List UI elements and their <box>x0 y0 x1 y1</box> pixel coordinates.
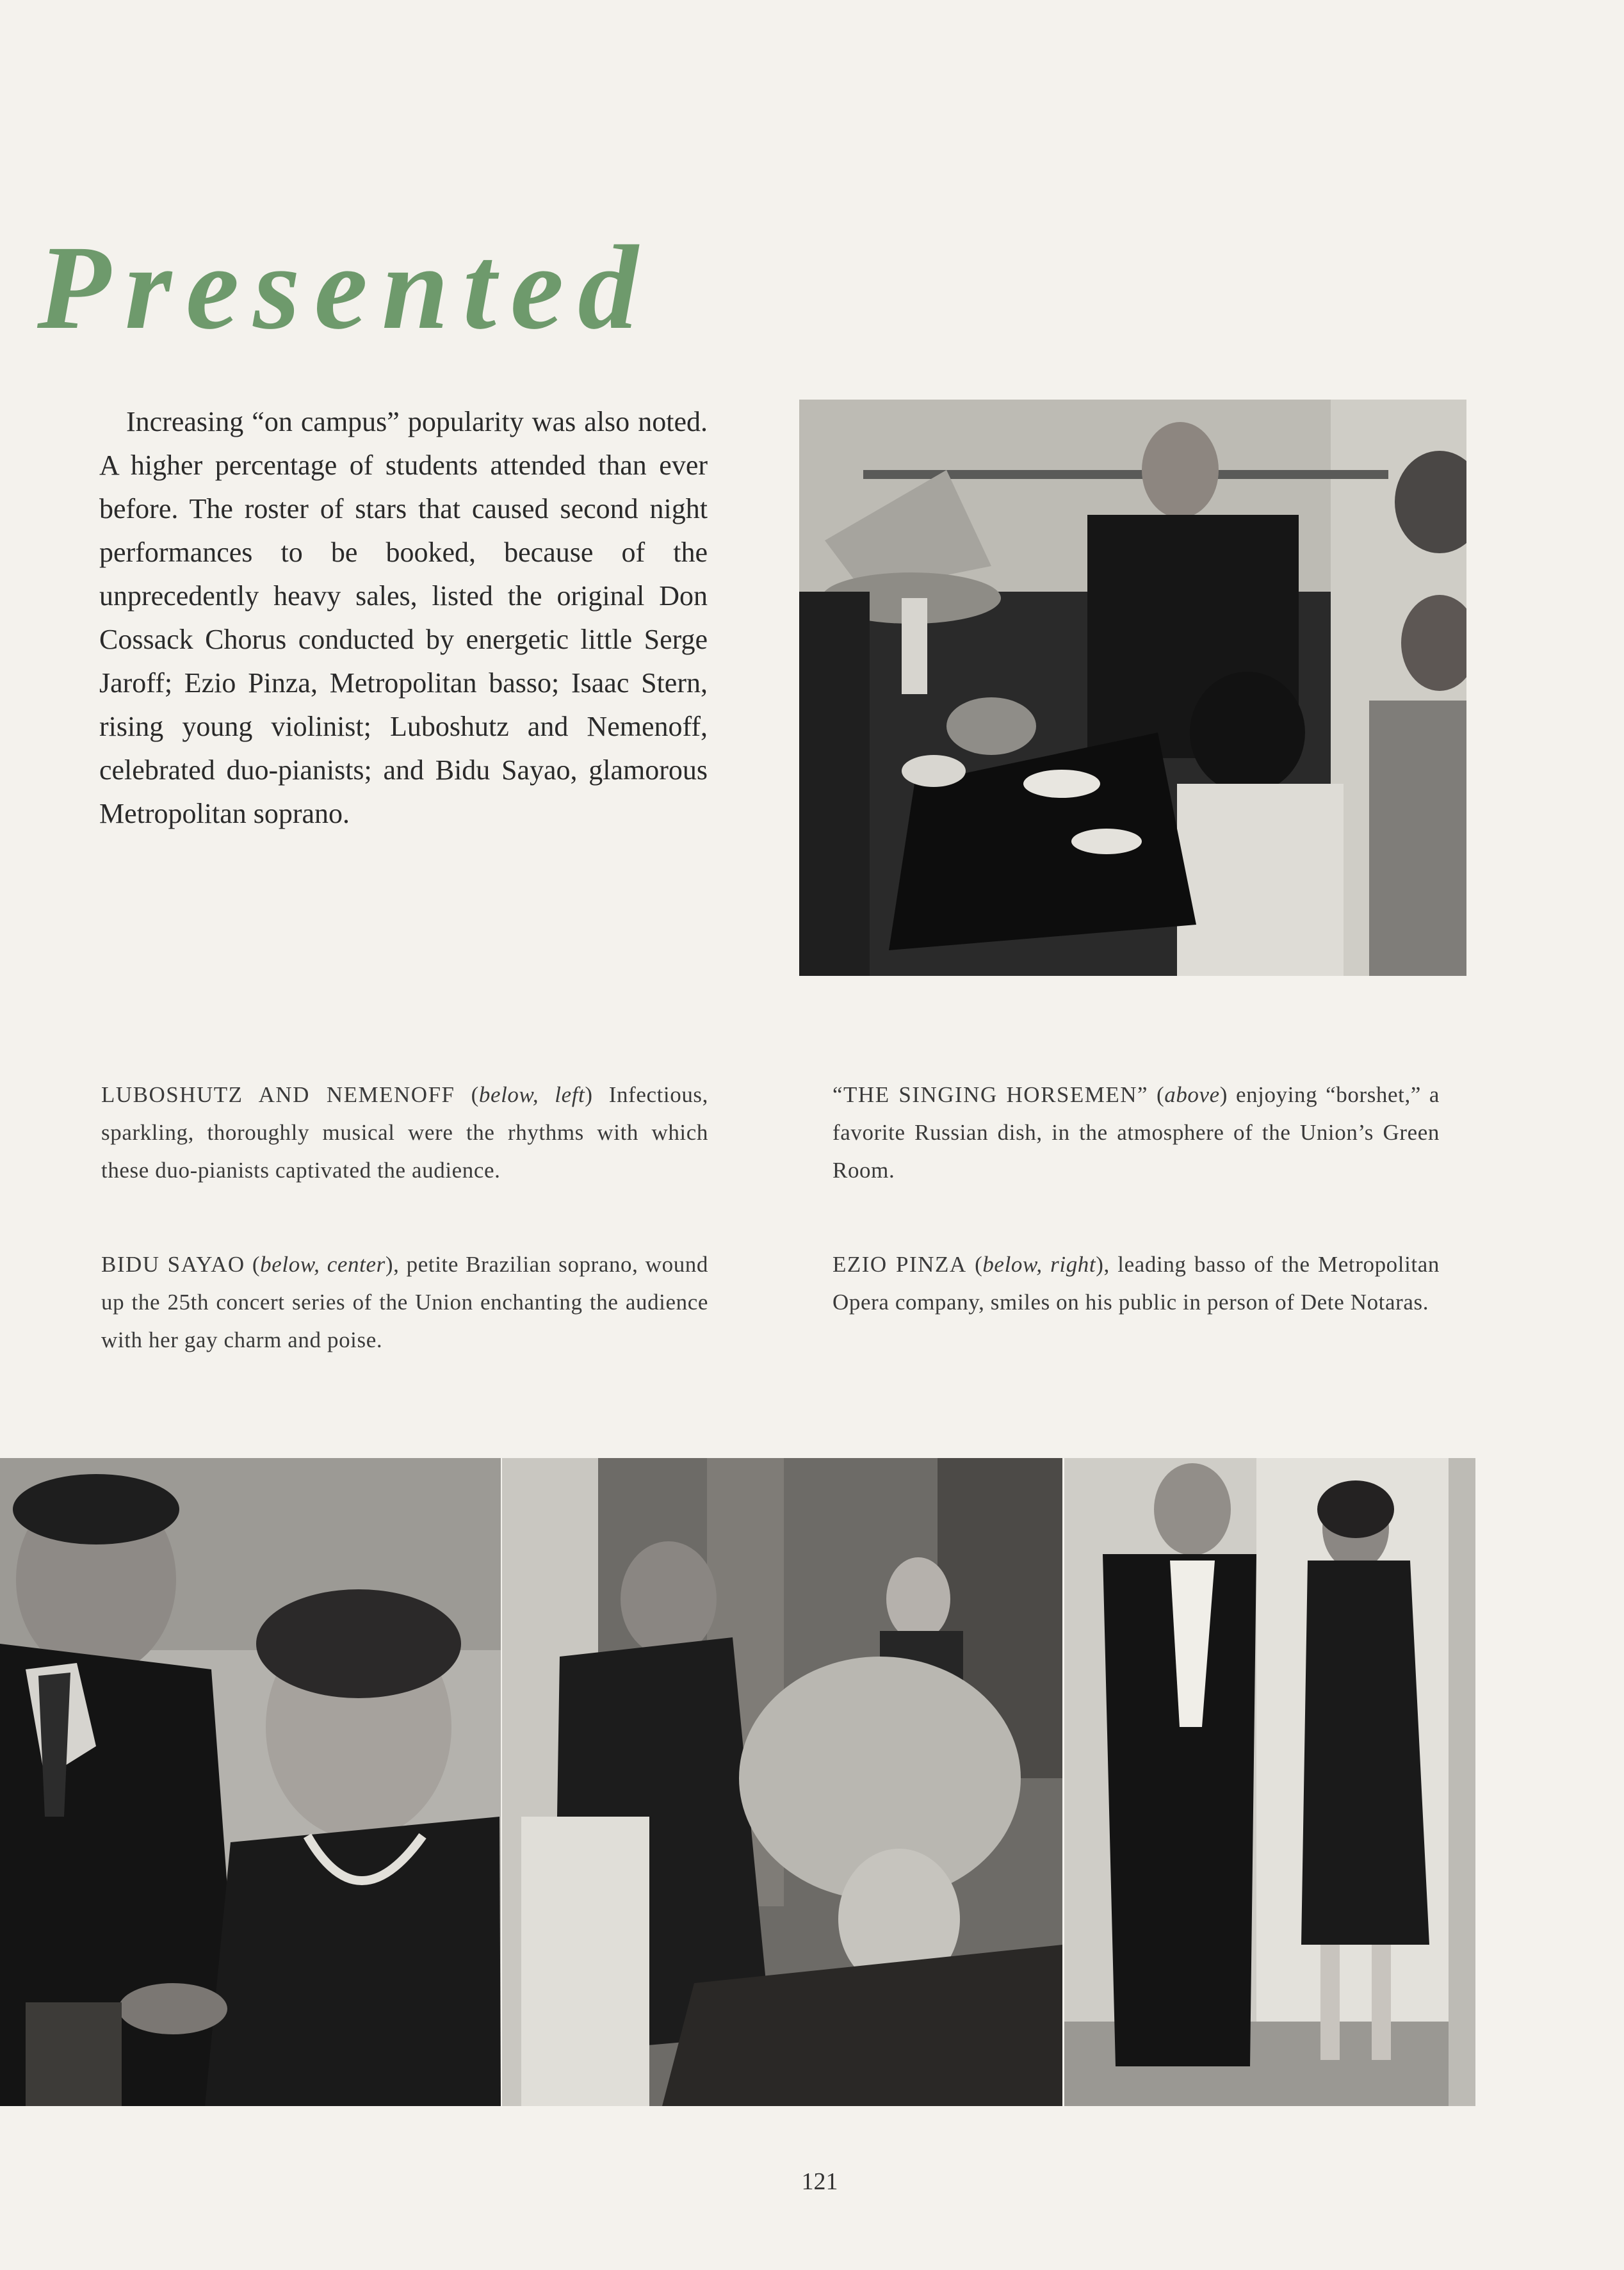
caption-singing-horsemen: “THE SINGING HORSEMEN” (above) enjoying “borshet,” a favorite Russian dish, in the atmosphere of the Union’s Green Room. <box>832 1082 1440 1183</box>
caption-pinza-name: EZIO PINZA <box>832 1252 967 1277</box>
intro-paragraph: Increasing “on campus” popularity was also noted. A higher percentage of students attended than ever before. The roster of stars that caused second night performances to be booked, because of the unprecedently heavy sales, listed the original Don Cossack Chorus conducted by energetic little Serge Jaroff; Ezio Pinza, Metropolitan basso; Isaac Stern, rising young violinist; Luboshutz and Nemenoff, celebrated duo-pianists; and Bidu Sayao, glamorous Metropolitan soprano. <box>99 406 708 829</box>
photo-luboshutz-nemenoff <box>0 1458 501 2106</box>
caption-sayao-name: BIDU SAYAO <box>101 1252 245 1277</box>
page-title: Presented <box>37 220 653 354</box>
caption-luboshutz-nemenoff: LUBOSHUTZ AND NEMENOFF (below, left) Infectious, sparkling, thoroughly musical were the rhythms with which these duo-pianists captivated the audience. <box>101 1082 709 1183</box>
photo-bidu-sayao <box>502 1458 1062 2106</box>
caption-luboshutz-text: Infectious, sparkling, thoroughly musical were the rhythms with which these duo-pianists captivated the audience. <box>101 1082 709 1183</box>
caption-sayao-ref: below, center <box>260 1252 386 1277</box>
photo-singing-horsemen <box>799 400 1466 976</box>
caption-horsemen-text: enjoying “borshet,” a favorite Russian dish, in the atmosphere of the Union’s Green Room. <box>832 1082 1440 1183</box>
caption-horsemen-ref: above <box>1164 1082 1220 1107</box>
caption-sayao-text: , petite Brazilian soprano, wound up the 25th concert series of the Union enchanting the audience with her gay charm and poise. <box>101 1252 709 1352</box>
photo-ezio-pinza <box>1064 1458 1475 2106</box>
caption-pinza-text: , leading basso of the Metropolitan Opera company, smiles on his public in person of Dete Notaras. <box>832 1252 1440 1315</box>
page-number: 121 <box>801 2168 838 2195</box>
caption-luboshutz-ref: below, left <box>478 1082 585 1107</box>
caption-bidu-sayao: BIDU SAYAO (below, center), petite Brazilian soprano, wound up the 25th concert series of the Union enchanting the audience with her gay charm and poise. <box>101 1252 709 1352</box>
caption-ezio-pinza: EZIO PINZA (below, right), leading basso of the Metropolitan Opera company, smiles on his public in person of Dete Notaras. <box>832 1252 1440 1315</box>
caption-horsemen-name: “THE SINGING HORSEMEN” <box>832 1082 1149 1107</box>
caption-pinza-ref: below, right <box>982 1252 1096 1277</box>
caption-luboshutz-name: LUBOSHUTZ AND NEMENOFF <box>101 1082 455 1107</box>
